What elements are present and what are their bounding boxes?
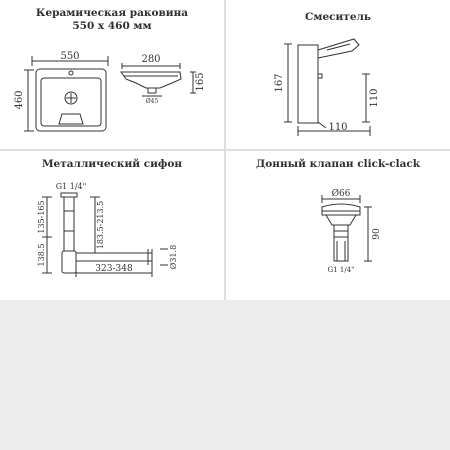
sink-depth-label: 460 <box>14 90 25 110</box>
siphon-title: Металлический сифон <box>41 158 183 170</box>
mixer-height-label: 167 <box>274 73 285 93</box>
horizontal-divider <box>0 149 450 151</box>
empty-bottom-area <box>0 300 450 450</box>
valve-thread-label: G1 1/4" <box>327 266 355 274</box>
valve-panel <box>226 151 450 300</box>
sink-width-label: 550 <box>60 51 80 62</box>
mixer-panel <box>226 0 450 149</box>
siphon-bottom-label: 138.5 <box>37 243 46 267</box>
siphon-length-label: 323-348 <box>95 264 133 274</box>
mixer-reach-label: 110 <box>328 122 348 133</box>
mixer-title: Смеситель <box>304 11 372 23</box>
siphon-mid-range-label: 183.5-213.5 <box>96 200 105 250</box>
mixer-spout-height-label: 110 <box>369 88 380 108</box>
mixer-drawing <box>226 0 450 149</box>
valve-drawing <box>226 151 450 300</box>
valve-title: Донный клапан click-clack <box>255 158 421 170</box>
sink-side-height-label: 165 <box>195 72 206 92</box>
sink-side-width-label: 280 <box>141 54 161 65</box>
siphon-pipe-diameter-label: Ø31.8 <box>169 244 178 270</box>
valve-height-label: 90 <box>372 228 382 240</box>
sink-panel <box>0 0 224 149</box>
siphon-top-range-label: 135-165 <box>37 200 46 234</box>
siphon-drawing <box>0 151 224 300</box>
sink-drain-label: Ø45 <box>145 98 159 105</box>
sink-title: Керамическая раковина <box>35 7 189 19</box>
siphon-panel <box>0 151 224 300</box>
siphon-thread-label: G1 1/4" <box>55 182 87 191</box>
sink-subtitle: 550 х 460 мм <box>72 20 152 32</box>
valve-cap-diameter-label: Ø66 <box>331 189 351 199</box>
sink-drawing <box>0 0 224 149</box>
